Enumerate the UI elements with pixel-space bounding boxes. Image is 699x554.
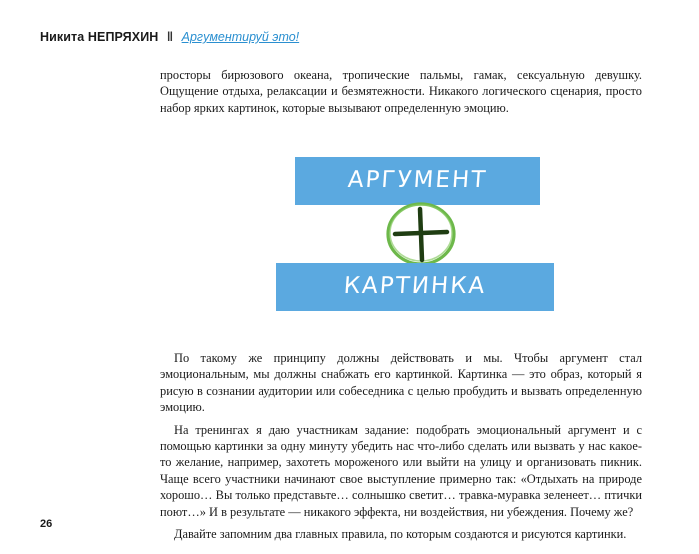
text-block-top: [160, 67, 642, 116]
argument-box: [295, 157, 540, 205]
running-head: [40, 30, 299, 44]
paragraph: По такому же принципу должны действовать и мы. Чтобы аргумент стал эмоциональным, мы должны снабжать его картинкой. Картинка — это образ, который я рисую в сознании аудитории или собеседника с целью пробудить и вызвать определенную эмоцию.: [160, 351, 642, 415]
picture-box: [276, 263, 554, 311]
plus-icon: [383, 200, 459, 268]
paragraph: На тренингах я даю участникам задание: подобрать эмоциональный аргумент и с помощью картинки за одну минуту убедить нас что-либо сделать или вызвать у нас какое-то желание, например, захотеть мороженого или выйти на улицу и организовать пикник. Чаще всего участники начинают свое выступление примерно так: «Отдыхать на природе хорошо… Вы только представьте… солнышко светит… травка-муравка зеленеет… птички поют…» И в результате — никакого эффекта, ни воздействия, ни убеждения. Почему же?: [160, 422, 642, 519]
picture-box-label: КАРТИНКА: [342, 273, 488, 299]
text-block-bottom: [160, 350, 642, 542]
author-name: Никита НЕПРЯХИН: [40, 30, 159, 44]
page-number: 26: [40, 518, 53, 530]
header-separator: ‖: [166, 30, 174, 44]
paragraph: просторы бирюзового океана, тропические пальмы, гамак, сексуальную девушку. Ощущение отдыха, релаксации и безмятежности. Никакого логического сценария, просто набор ярких картинок, которые вызывают определенную эмоцию.: [160, 68, 642, 115]
argument-box-label: АРГУМЕНТ: [346, 167, 489, 193]
paragraph: Давайте запомним два главных правила, по которым создаются и рисуются картинки.: [174, 527, 627, 542]
book-title-link[interactable]: Аргументируй это!: [181, 30, 300, 44]
